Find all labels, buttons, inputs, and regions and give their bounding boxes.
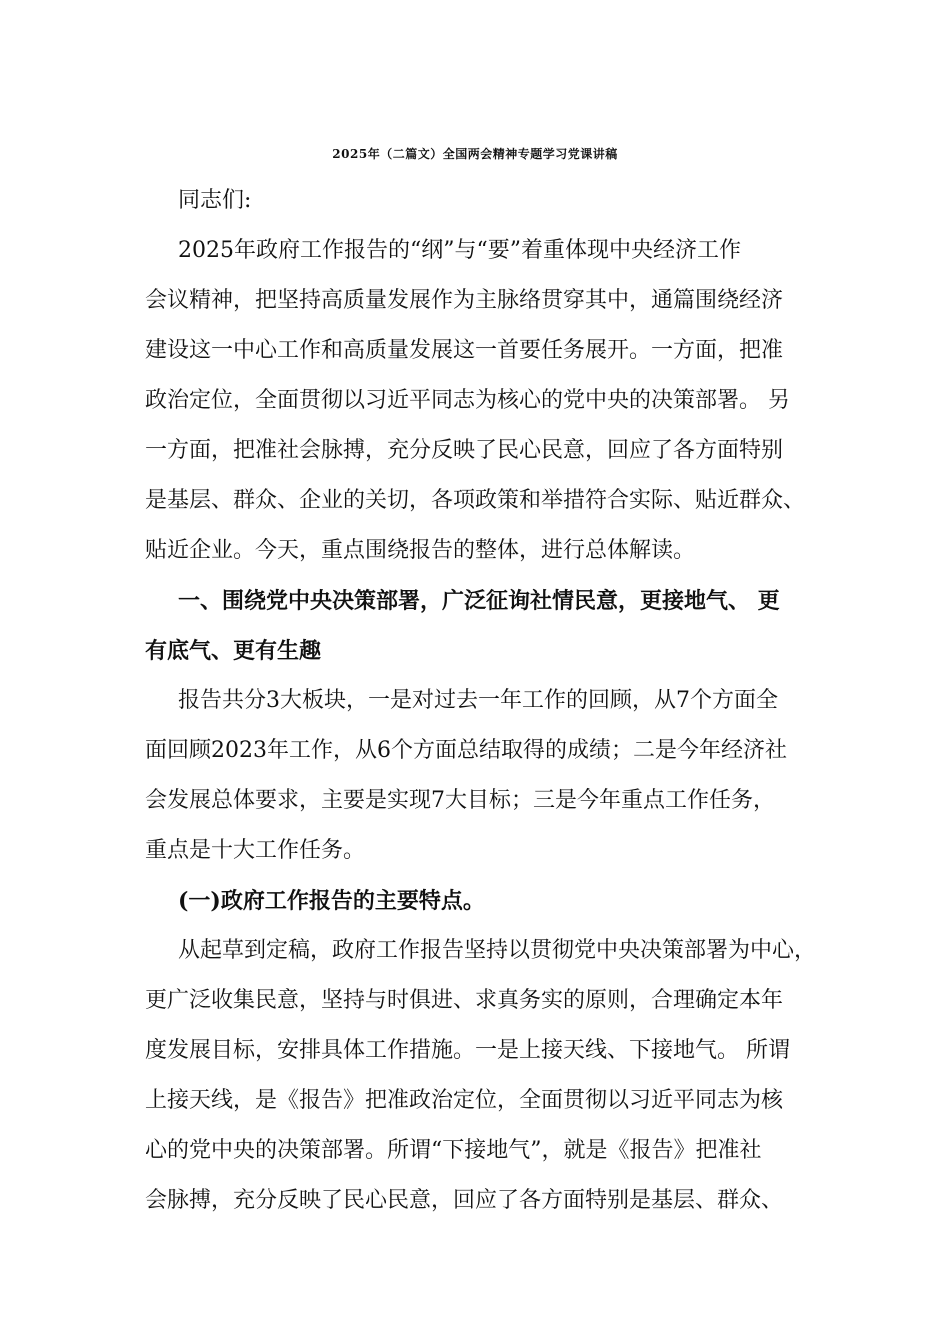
paragraph-2-line: 会发展总体要求，主要是实现7大目标；三是今年重点工作任务， xyxy=(145,788,775,813)
paragraph-2-line: 重点是十大工作任务。 xyxy=(145,838,366,863)
paragraph-1-line: 贴近企业。今天，重点围绕报告的整体，进行总体解读。 xyxy=(145,538,696,563)
section-heading-line: 有底气、更有生趣 xyxy=(145,638,322,664)
paragraph-2-line: 报告共分3大板块，一是对过去一年工作的回顾，从7个方面全 xyxy=(178,688,778,713)
paragraph-3-line: 会脉搏，充分反映了民心民意，回应了各方面特别是基层、群众、 xyxy=(145,1188,784,1213)
paragraph-1-line: 2025年政府工作报告的“纲”与“要”着重体现中央经济工作 xyxy=(178,238,741,263)
paragraph-3-line: 更广泛收集民意，坚持与时俱进、求真务实的原则，合理确定本年 xyxy=(145,988,784,1013)
paragraph-1-line: 建设这一中心工作和高质量发展这一首要任务展开。一方面，把准 xyxy=(145,338,784,363)
paragraph-1-line: 一方面，把准社会脉搏，充分反映了民心民意，回应了各方面特别 xyxy=(145,438,784,463)
salutation: 同志们: xyxy=(178,188,252,213)
paragraph-3-line: 上接天线，是《报告》把准政治定位，全面贯彻以习近平同志为核 xyxy=(145,1088,784,1113)
section-heading-line: 一、围绕党中央决策部署，广泛征询社情民意，更接地气、 更 xyxy=(178,588,780,614)
paragraph-1-line: 是基层、群众、企业的关切，各项政策和举措符合实际、贴近群众、 xyxy=(145,488,806,513)
document-title: 2025年（二篇文）全国两会精神专题学习党课讲稿 xyxy=(332,147,618,161)
paragraph-3-line: 从起草到定稿，政府工作报告坚持以贯彻党中央决策部署为中心， xyxy=(178,938,817,963)
paragraph-1-line: 会议精神，把坚持高质量发展作为主脉络贯穿其中，通篇围绕经济 xyxy=(145,288,784,313)
paragraph-1-line: 政治定位，全面贯彻以习近平同志为核心的党中央的决策部署。 另 xyxy=(145,388,790,413)
paragraph-2-line: 面回顾2023年工作，从6个方面总结取得的成绩；二是今年经济社 xyxy=(145,738,787,763)
subheading: (一)政府工作报告的主要特点。 xyxy=(178,888,485,914)
paragraph-3-line: 度发展目标，安排具体工作措施。一是上接天线、下接地气。 所谓 xyxy=(145,1038,790,1063)
paragraph-3-line: 心的党中央的决策部署。所谓“下接地气”，就是《报告》把准社 xyxy=(145,1138,762,1163)
